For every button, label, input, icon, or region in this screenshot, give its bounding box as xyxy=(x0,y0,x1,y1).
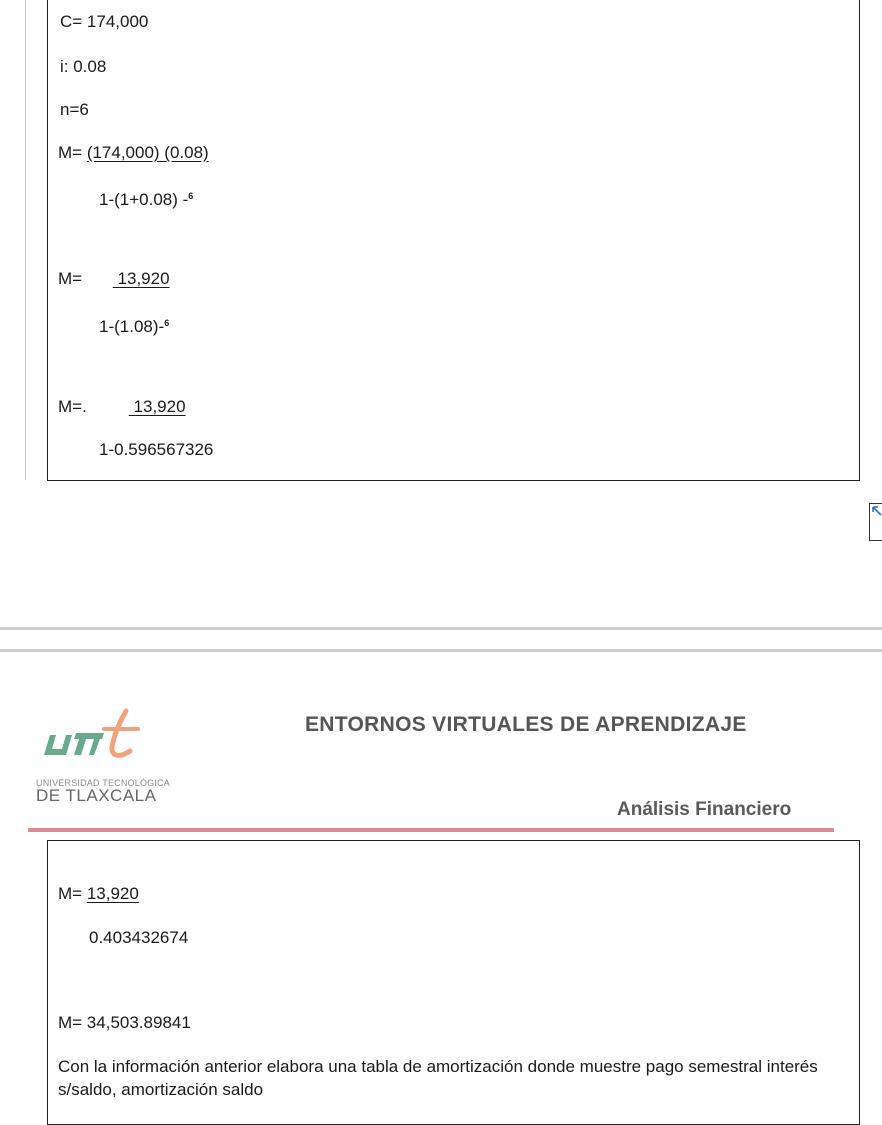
header-rule xyxy=(28,828,834,832)
formula-2-numerator-text: 13,920 xyxy=(112,269,170,288)
formula-3-numerator-text: 13,920 xyxy=(128,397,186,416)
utt-logo xyxy=(34,707,164,767)
interest-line: i: 0.08 xyxy=(60,57,107,76)
formula-2-numerator xyxy=(58,269,170,289)
formula-2-denominator xyxy=(99,313,169,337)
page-separator-top xyxy=(0,627,882,630)
formula-1-denominator xyxy=(99,186,193,210)
page-separator-bottom xyxy=(0,649,882,652)
periods-line: n=6 xyxy=(60,100,89,119)
formula-3-prefix: M=. xyxy=(58,397,87,416)
instruction-text: Con la información anterior elabora una tabla de amortización donde muestre pago semestral interés s/saldo, amortización saldo xyxy=(58,1057,818,1099)
formula-1-exponent: 6 xyxy=(188,191,194,201)
formula-1-prefix: M= xyxy=(58,143,87,162)
formula-1-denominator-text: 1-(1+0.08) - xyxy=(99,190,189,209)
formula-4-denominator: 0.403432674 xyxy=(89,928,189,947)
formula-3-denominator: 1-0.596567326 xyxy=(99,440,214,459)
course-name: Análisis Financiero xyxy=(617,799,792,820)
collapse-handle[interactable] xyxy=(869,503,882,541)
logo-main-text: DE TLAXCALA xyxy=(36,786,157,805)
formula-4-numerator xyxy=(58,884,139,904)
formula-4-numerator-text: 13,920 xyxy=(86,884,139,903)
page-left-edge xyxy=(0,0,26,480)
formula-1-numerator-text: (174,000) (0.08) xyxy=(86,143,209,162)
capital-line: C= 174,000 xyxy=(60,12,149,31)
formula-1-numerator xyxy=(58,143,209,163)
result-line: M= 34,503.89841 xyxy=(58,1013,191,1032)
formula-3-numerator xyxy=(58,397,186,417)
arrow-up-left-icon xyxy=(871,505,882,519)
header-title: ENTORNOS VIRTUALES DE APRENDIZAJE xyxy=(305,713,747,736)
logo-subtitle: UNIVERSIDAD TECNOLÓGICA xyxy=(36,778,170,788)
formula-2-exponent: 6 xyxy=(164,318,170,328)
formula-2-prefix: M= xyxy=(58,269,87,288)
formula-4-prefix: M= xyxy=(58,884,87,903)
formula-2-denominator-text: 1-(1.08)- xyxy=(99,317,165,336)
